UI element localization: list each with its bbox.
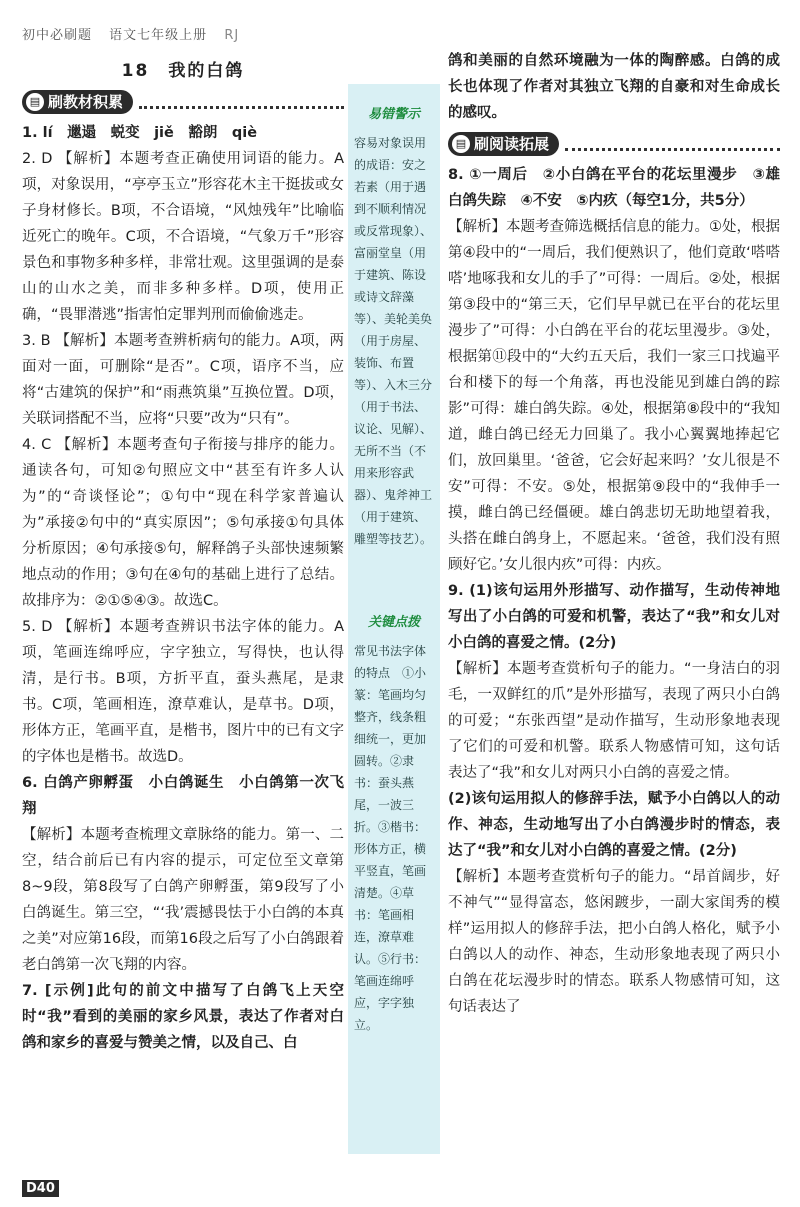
tip-title-key: 关键点拨: [367, 615, 420, 630]
page-header: [22, 24, 251, 43]
section-badge: [22, 90, 133, 114]
answer-6-analysis: 【解析】本题考查梳理文章脉络的能力。第一、二空，结合前后已有内容的提示，可定位至文章第8~9段，第8段写了白鸽产卵孵蛋，第9段写了小白鸽诞生。第三空，“‘我’震撼畏怯于小白鸽的本真之美”对应第16段，而第16段之后写了小白鸽跟着老白鸽第一次飞翔的内容。: [22, 827, 344, 973]
answer-8-analysis: 【解析】本题考查筛选概括信息的能力。①处，根据第④段中的“一周后，我们便熟识了，他们竟敢‘嗒嗒嗒’地啄我和女儿的手了”可得：一周后。②处，根据第③段中的“第三天，它们早早就已在平台的花坛里漫步了”可得：小白鸽在平台的花坛里漫步。③处，根据第⑪段中的“大约五天后，我们一家三口找遍平台和楼下的每一个角落，再也没能见到雄白鸽的踪影”可得：雄白鸽失踪。④处，根据第⑧段中的“我知道，雌白鸽已经无力回巢了。我小心翼翼地捧起它们，放回巢里。‘爸爸，它会好起来吗？’女儿很是不安”可得：不安。⑤处，根据第⑨段中的“我伸手一摸，雌白鸽已经僵硬。雄白鸽悲切无助地望着我，头搭在雌白鸽身上，不愿起来。‘爸爸，我们没有照顾好它。’女儿很内疚”可得：内疚。: [448, 219, 780, 573]
tip-title-error: 易错警示: [367, 107, 420, 122]
tip-error: 容易对象误用的成语：安之若素（用于遇到不顺利情况或反常现象）、富丽堂皇（用于建筑、陈设或诗文辞藻等）、美轮美奂（用于房屋、装饰、布置等）、入木三分（用于书法、议论、见解）、无所不当（不用来形容武器）、鬼斧神工（用于建筑、雕塑等技艺）。: [354, 136, 433, 546]
section-title: 刷阅读拓展: [474, 135, 550, 153]
book-name: 语文七年级上册: [109, 28, 208, 43]
tip-key: 常见书法字体的特点 ①小篆：笔画均匀整齐，线条粗细统一，更加圆转。②隶书：蚕头燕尾，一波三折。③楷书：形体方正，横平竖直，笔画清楚。④草书：笔画相连，潦草难认。⑤行书：笔画连绵呼应，字字独立。: [354, 644, 427, 1032]
book-icon: ▤: [26, 93, 44, 111]
section-title: 刷教材积累: [48, 93, 124, 111]
answer-2: 2. D 【解析】本题考查正确使用词语的能力。A项，对象误用，“亭亭玉立”形容花木主干挺拔或女子身材修长。B项，不合语境，“风烛残年”比喻临近死亡的晚年。C项，不合语境，“气象万千”形容景色和事物多种多样，非常壮观。这里强调的是泰山的山水之美，而非多种多样。D项，使用正确，“畏罪潜逃”指害怕定罪判刑而偷偷逃走。: [22, 151, 344, 323]
answer-7-cont: 鸽和美丽的自然环境融为一体的陶醉感。白鸽的成长也体现了作者对其独立飞翔的自豪和对生命成长的感叹。: [448, 53, 780, 121]
book-icon: ▤: [452, 135, 470, 153]
edition-label: RJ: [224, 28, 240, 43]
left-column: [22, 58, 344, 1056]
section-badge: [448, 132, 559, 156]
answer-9-2: (2)该句运用拟人的修辞手法，赋予小白鸽以人的动作、神态，生动地写出了小白鸽漫步时的情态，表达了“我”和女儿对小白鸽的喜爱之情。(2分): [448, 791, 780, 859]
answer-5: 5. D 【解析】本题考查辨识书法字体的能力。A项，笔画连绵呼应，字字独立，写得快，也认得清，是行书。B项，方折平直，蚕头燕尾，是隶书。C项，笔画相连，潦草难认，是草书。D项，形体方正，笔画平直，是楷书，图片中的已有文字的字体也是楷书。故选D。: [22, 619, 344, 765]
section-bar-reading: [448, 132, 780, 156]
answer-7: 7. [示例]此句的前文中描写了白鸽飞上天空时“我”看到的美丽的家乡风景，表达了作者对白鸽和家乡的喜爱与赞美之情，以及自己、白: [22, 983, 344, 1051]
page-number: D40: [22, 1180, 59, 1197]
section-bar-textbook: [22, 90, 344, 114]
answer-9-2-analysis: 【解析】本题考查赏析句子的能力。“昂首阔步，好不神气”“显得富态，悠闲踱步，一副大家闺秀的模样”运用拟人的修辞手法，把小白鸽人格化，赋予小白鸽以人的动作、神态，生动形象地表现了两只小白鸽在花坛漫步时的情态。联系人物感情可知，这句话表达了: [448, 869, 780, 1015]
answer-3: 3. B 【解析】本题考查辨析病句的能力。A项，两面对一面，可删除“是否”。C项，语序不当，应将“古建筑的保护”和“雨燕筑巢”互换位置。D项，关联词搭配不当，应将“只要”改为“只有”。: [22, 333, 344, 427]
divider: [139, 96, 344, 109]
series-name: 初中必刷题: [22, 28, 93, 43]
right-column: [448, 48, 780, 1020]
lesson-title: 18 我的白鸽: [121, 61, 245, 81]
answer-4: 4. C 【解析】本题考查句子衔接与排序的能力。通读各句，可知②句照应文中“甚至有许多人认为”的“奇谈怪论”；①句中“现在科学家普遍认为”承接②句中的“真实原因”；⑤句承接①句具体分析原因；④句承接⑤句，解释鸽子头部快速频繁地点动的作用；③句在④句的基础上进行了总结。故排序为：②①⑤④③。故选C。: [22, 437, 344, 609]
answer-1: 1. lí 邋遢 蜕变 jiě 豁朗 qiè: [22, 125, 258, 141]
divider: [565, 138, 780, 151]
answer-6: 6. 白鸽产卵孵蛋 小白鸽诞生 小白鸽第一次飞翔: [22, 775, 344, 817]
side-notes: [348, 84, 440, 1154]
answer-9-1: 9. (1)该句运用外形描写、动作描写，生动传神地写出了小白鸽的可爱和机警，表达了“我”和女儿对小白鸽的喜爱之情。(2分): [448, 583, 780, 651]
answer-8: 8. ①一周后 ②小白鸽在平台的花坛里漫步 ③雄白鸽失踪 ④不安 ⑤内疚（每空1分，共5分）: [448, 167, 780, 209]
answer-9-1-analysis: 【解析】本题考查赏析句子的能力。“一身洁白的羽毛，一双鲜红的爪”是外形描写，表现了两只小白鸽的可爱；“东张西望”是动作描写，生动形象地表现了它们的可爱和机警。联系人物感情可知，这句话表达了“我”和女儿对两只小白鸽的喜爱之情。: [448, 661, 780, 781]
